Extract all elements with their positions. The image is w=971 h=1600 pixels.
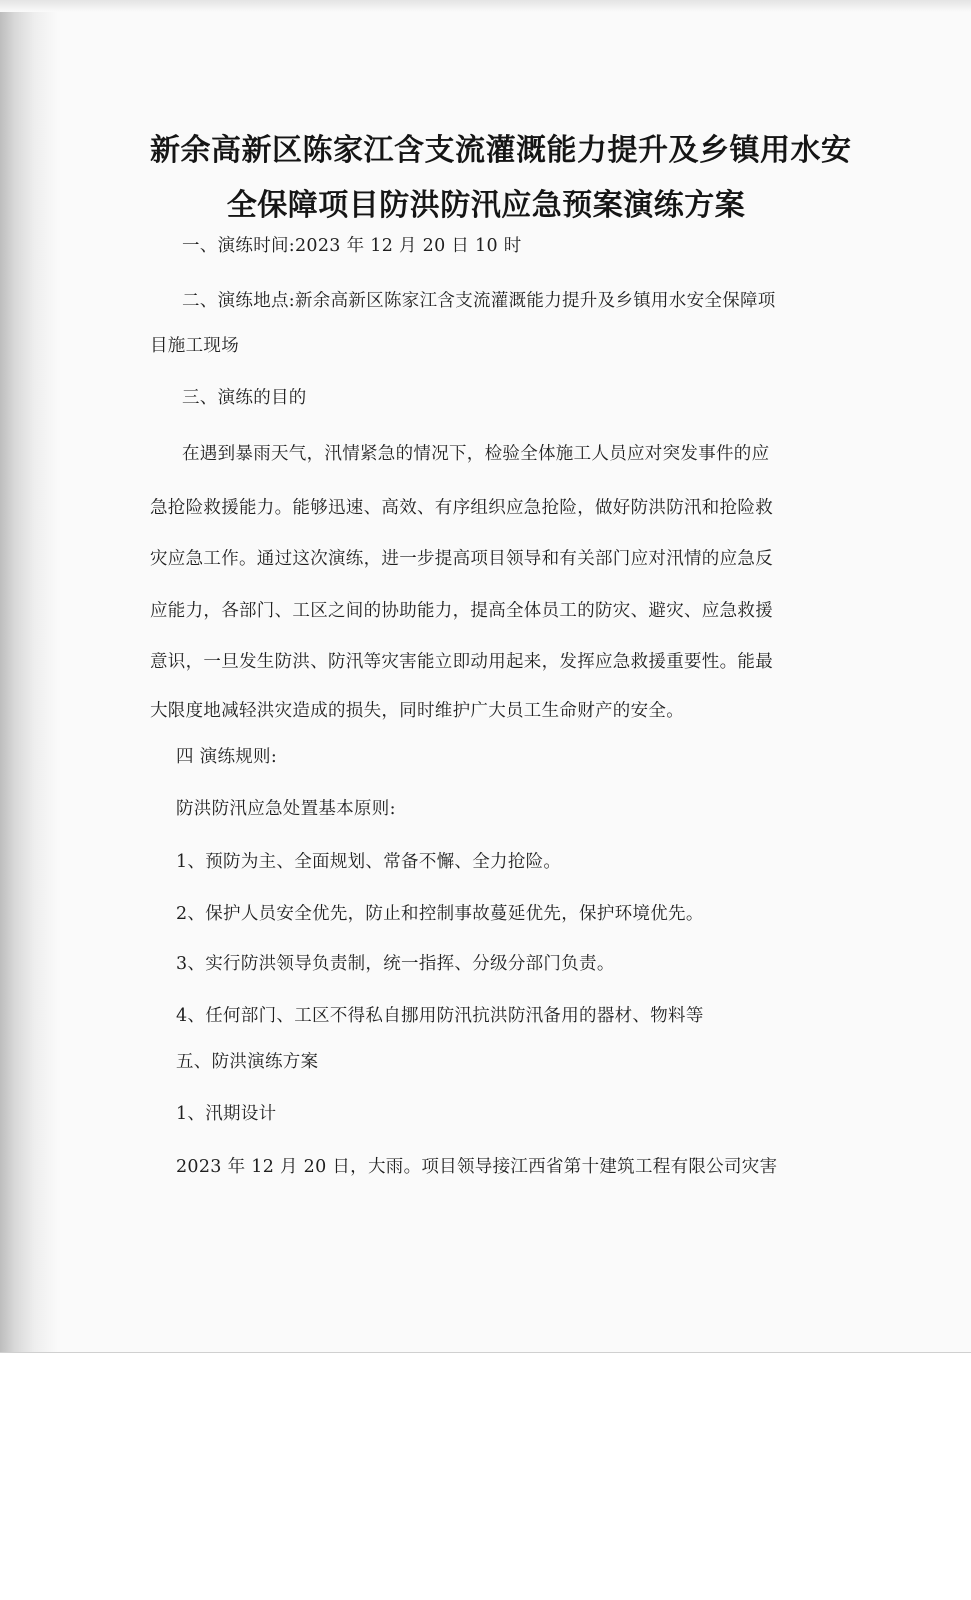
purpose-paragraph-line: 应能力，各部门、工区之间的协助能力，提高全体员工的防灾、避灾、应急救援 [150, 601, 773, 621]
scan-shadow-edge [0, 0, 58, 1352]
section-1-time: 一、演练时间:2023 年 12 月 20 日 10 时 [182, 236, 522, 256]
purpose-paragraph-line: 大限度地减轻洪灾造成的损失，同时维护广大员工生命财产的安全。 [150, 701, 684, 721]
section-4-heading: 四 演练规则: [176, 747, 278, 767]
subsection-1-heading: 1、汛期设计 [176, 1104, 277, 1124]
purpose-paragraph-line: 意识，一旦发生防洪、防汛等灾害能立即动用起来，发挥应急救援重要性。能最 [150, 652, 773, 672]
section-2-location-line-1: 二、演练地点:新余高新区陈家江含支流灌溉能力提升及乡镇用水安全保障项 [182, 291, 776, 311]
purpose-paragraph-line: 灾应急工作。通过这次演练，进一步提高项目领导和有关部门应对汛情的应急反 [150, 549, 773, 569]
principle-item: 2、保护人员安全优先，防止和控制事故蔓延优先，保护环境优先。 [176, 904, 704, 924]
principle-item: 4、任何部门、工区不得私自挪用防汛抗洪防汛备用的器材、物料等 [176, 1006, 704, 1026]
section-5-heading: 五、防洪演练方案 [176, 1052, 319, 1072]
section-2-location-line-2: 目施工现场 [150, 336, 239, 356]
principle-item: 3、实行防洪领导负责制，统一指挥、分级分部门负责。 [176, 954, 615, 974]
purpose-paragraph-line: 急抢险救援能力。能够迅速、高效、有序组织应急抢险，做好防洪防汛和抢险救 [150, 498, 773, 518]
principle-item: 1、预防为主、全面规划、常备不懈、全力抢险。 [176, 852, 562, 872]
document-title-line-2: 全保障项目防洪防汛应急预案演练方案 [226, 188, 746, 223]
scan-top-edge [0, 0, 971, 12]
section-3-heading: 三、演练的目的 [182, 388, 307, 408]
scenario-paragraph-line: 2023 年 12 月 20 日，大雨。项目领导接江西省第十建筑工程有限公司灾害 [176, 1157, 778, 1177]
principles-heading: 防洪防汛应急处置基本原则: [176, 799, 396, 819]
document-title-line-1: 新余高新区陈家江含支流灌溉能力提升及乡镇用水安 [150, 133, 852, 168]
purpose-paragraph-line: 在遇到暴雨天气，汛情紧急的情况下，检验全体施工人员应对突发事件的应 [182, 444, 770, 464]
